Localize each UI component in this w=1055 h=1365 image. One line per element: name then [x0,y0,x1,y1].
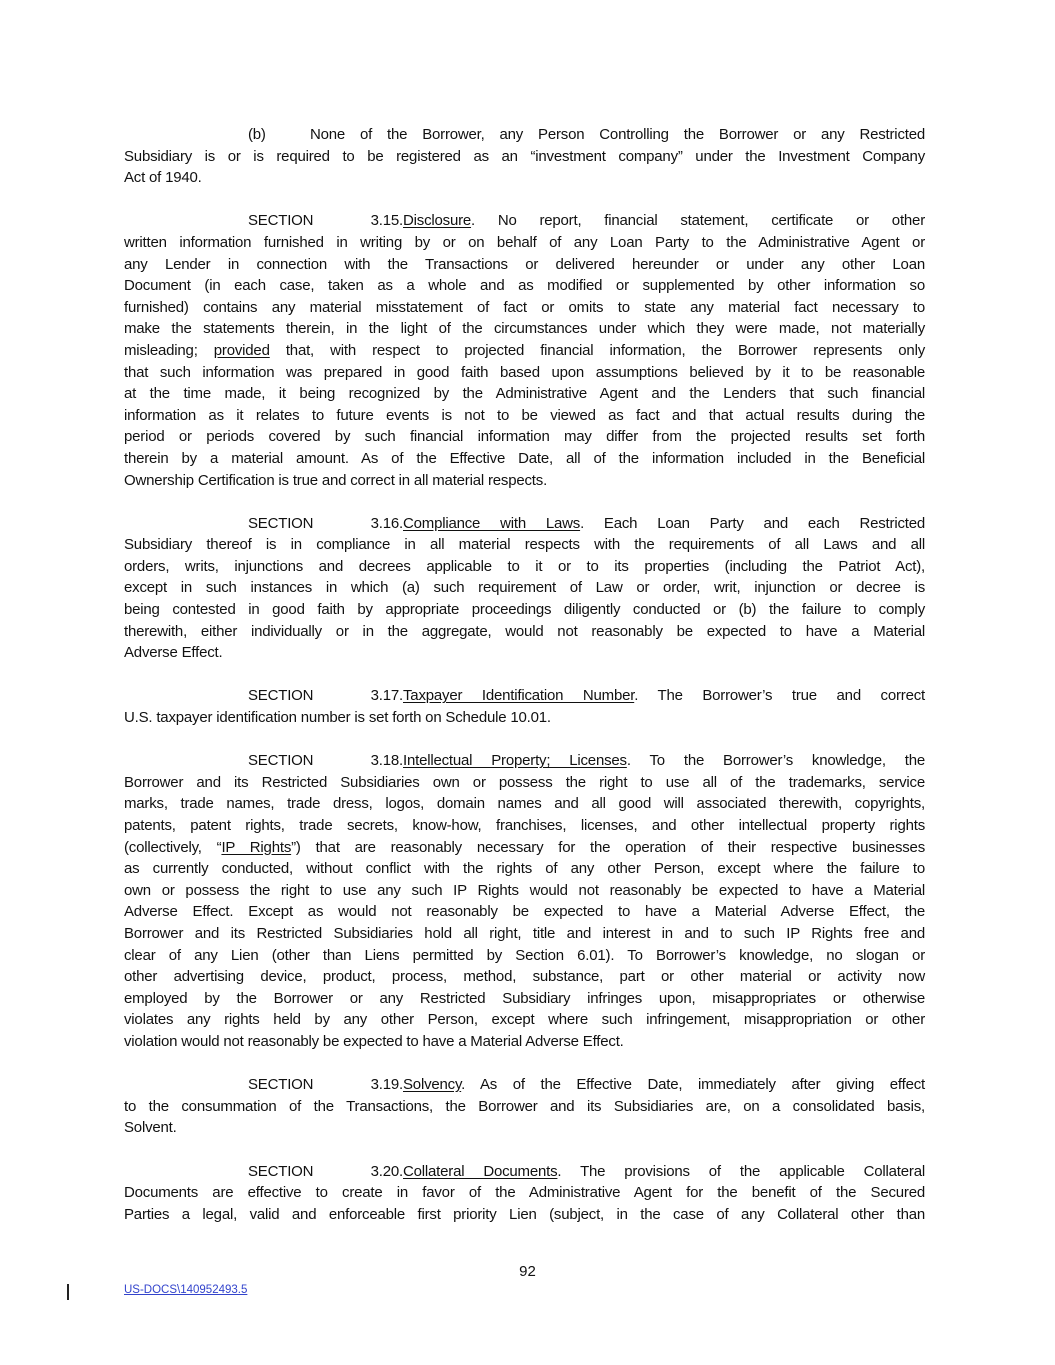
text-line: Borrower and its Restricted Subsidiaries hold all right, title and interest in and to such IP Rights free and [124,924,925,942]
text-line: furnished) contains any material misstatement of fact or omits to state any material fact necessary to [124,298,925,316]
text-line: employed by the Borrower or any Restricted Subsidiary infringes upon, misappropriates or otherwise [124,989,925,1007]
text-line: misleading; provided that, with respect to projected financial information, the Borrower represents only [124,341,925,359]
text-line: violates any rights held by any other Person, except where such infringement, misappropriation or other [124,1011,925,1029]
text-line: make the statements therein, in the light of the circumstances under which they were made, not materially [124,320,925,338]
underlined-term: provided [213,341,270,359]
indent [124,210,248,232]
text-line: to the consummation of the Transactions, the Borrower and its Subsidiaries are, on a consolidated basis, [124,1097,925,1115]
indent [124,1161,248,1183]
section-heading: Intellectual Property; Licenses [403,752,627,770]
text-line: being contested in good faith by appropriate proceedings diligently conducted or (b) the failure to comply [124,601,925,619]
text-line: as currently conducted, without conflict with the rights of any other Person, except where the failure to [124,860,925,878]
text-line: marks, trade names, trade dress, logos, domain names and all good will associated therewith, copyrights, [124,795,925,813]
section-number: SECTION 3.16. [248,514,403,532]
paragraph-first-line [124,124,925,146]
section-number: SECTION 3.17. [248,687,403,705]
text-line: Ownership Certification is true and correct in all material respects. [124,471,548,489]
paragraph [124,1161,925,1226]
paragraph-first-line [124,513,925,535]
line-text: Collateral Documents. The provisions of the applicable Collateral [403,1162,925,1180]
section-number: (b) [248,126,266,143]
text-line: Adverse Effect. [124,644,223,662]
text-line: Subsidiary thereof is in compliance in all material respects with the requirements of all Laws and all [124,536,925,554]
line-text: None of the Borrower, any Person Controlling the Borrower or any Restricted [310,126,925,143]
page-number: 92 [519,1263,536,1280]
section-number: SECTION 3.20. [248,1162,403,1180]
underlined-term: IP Rights [221,838,292,856]
text-line: Act of 1940. [124,169,202,187]
text-line: Parties a legal, valid and enforceable first priority Lien (subject, in the case of any Collateral other than [124,1205,925,1223]
text-line: Solvent. [124,1119,177,1137]
section-number: SECTION 3.19. [248,1076,403,1094]
document-body [124,124,925,1247]
text-line: therewith, either individually or in the aggregate, would not reasonably be expected to have a Material [124,622,925,640]
line-text: Intellectual Property; Licenses. To the Borrower’s knowledge, the [403,752,925,770]
document-id-link[interactable]: US-DOCS\140952493.5 [124,1284,248,1296]
text-line: violation would not reasonably be expected to have a Material Adverse Effect. [124,1032,624,1050]
text-line: orders, writs, injunctions and decrees applicable to it or to its properties (including the Patriot Act), [124,557,925,575]
paragraph [124,685,925,728]
text-line: patents, patent rights, trade secrets, know-how, franchises, licenses, and other intellectual property rights [124,817,925,834]
indent [124,513,248,535]
line-text: Disclosure. No report, financial statement, certificate or other [403,212,925,230]
text-line: Adverse Effect. Except as would not reasonably be expected to have a Material Adverse Effect, the [124,903,925,921]
section-number: SECTION 3.15. [248,212,403,230]
text-line: that such information was prepared in good faith based upon assumptions believed by it to be reasonable [124,363,925,381]
paragraph-first-line [124,210,925,232]
text-line: Subsidiary is or is required to be registered as an “investment company” under the Investment Company [124,147,925,165]
line-text: Solvency. As of the Effective Date, immediately after giving effect [403,1076,925,1094]
text-line: period or periods covered by such financial information may differ from the projected results set forth [124,428,925,446]
section-heading: Solvency [403,1076,462,1094]
section-number: SECTION 3.18. [248,752,403,770]
text-line: Borrower and its Restricted Subsidiaries own or possess the right to use all of the trademarks, service [124,773,925,791]
text-line: Documents are effective to create in favor of the Administrative Agent for the benefit of the Secured [124,1184,925,1202]
text-line: information as it relates to future events is not to be viewed as fact and that actual results during the [124,406,925,424]
text-line: at the time made, it being recognized by the Administrative Agent and the Lenders that such financial [124,385,925,403]
text-line: Document (in each case, taken as a whole and as modified or supplemented by other information so [124,277,925,295]
change-bar [67,1284,69,1300]
text-line: U.S. taxpayer identification number is set forth on Schedule 10.01. [124,709,551,727]
text-line: any Lender in connection with the Transactions or delivered hereunder or under any other Loan [124,255,925,273]
text-line: clear of any Lien (other than Liens permitted by Section 6.01). To Borrower’s knowledge, no slogan or [124,946,925,964]
paragraph-first-line [124,1161,925,1183]
indent [124,124,248,146]
text-line: other advertising device, product, process, method, substance, part or other material or activity now [124,968,925,986]
indent [124,750,248,772]
indent [124,1074,248,1096]
section-heading: Disclosure [403,212,472,230]
line-text: Taxpayer Identification Number. The Borrower’s true and correct [403,687,925,705]
paragraph-first-line [124,685,925,707]
text-line: except in such instances in which (a) such requirement of Law or order, writ, injunction or decree is [124,579,925,597]
text-line: (collectively, “IP Rights”) that are reasonably necessary for the operation of their respective businesses [124,838,925,856]
section-heading: Collateral Documents [403,1162,558,1180]
paragraph-first-line [124,750,925,772]
paragraph [124,210,925,491]
paragraph [124,124,925,189]
paragraph-first-line [124,1074,925,1096]
section-heading: Taxpayer Identification Number [403,687,635,705]
section-heading: Compliance with Laws [403,514,581,532]
text-line: written information furnished in writing by or on behalf of any Loan Party to the Administrative Agent or [124,233,925,251]
paragraph [124,750,925,1052]
indent [124,685,248,707]
paragraph [124,1074,925,1139]
text-line: therein by a material amount. As of the Effective Date, all of the information included in the Beneficial [124,449,925,467]
paragraph [124,513,925,664]
line-text: Compliance with Laws. Each Loan Party and each Restricted [403,514,926,532]
text-line: own or possess the right to use any such IP Rights would not reasonably be expected to have a Material [124,881,925,899]
